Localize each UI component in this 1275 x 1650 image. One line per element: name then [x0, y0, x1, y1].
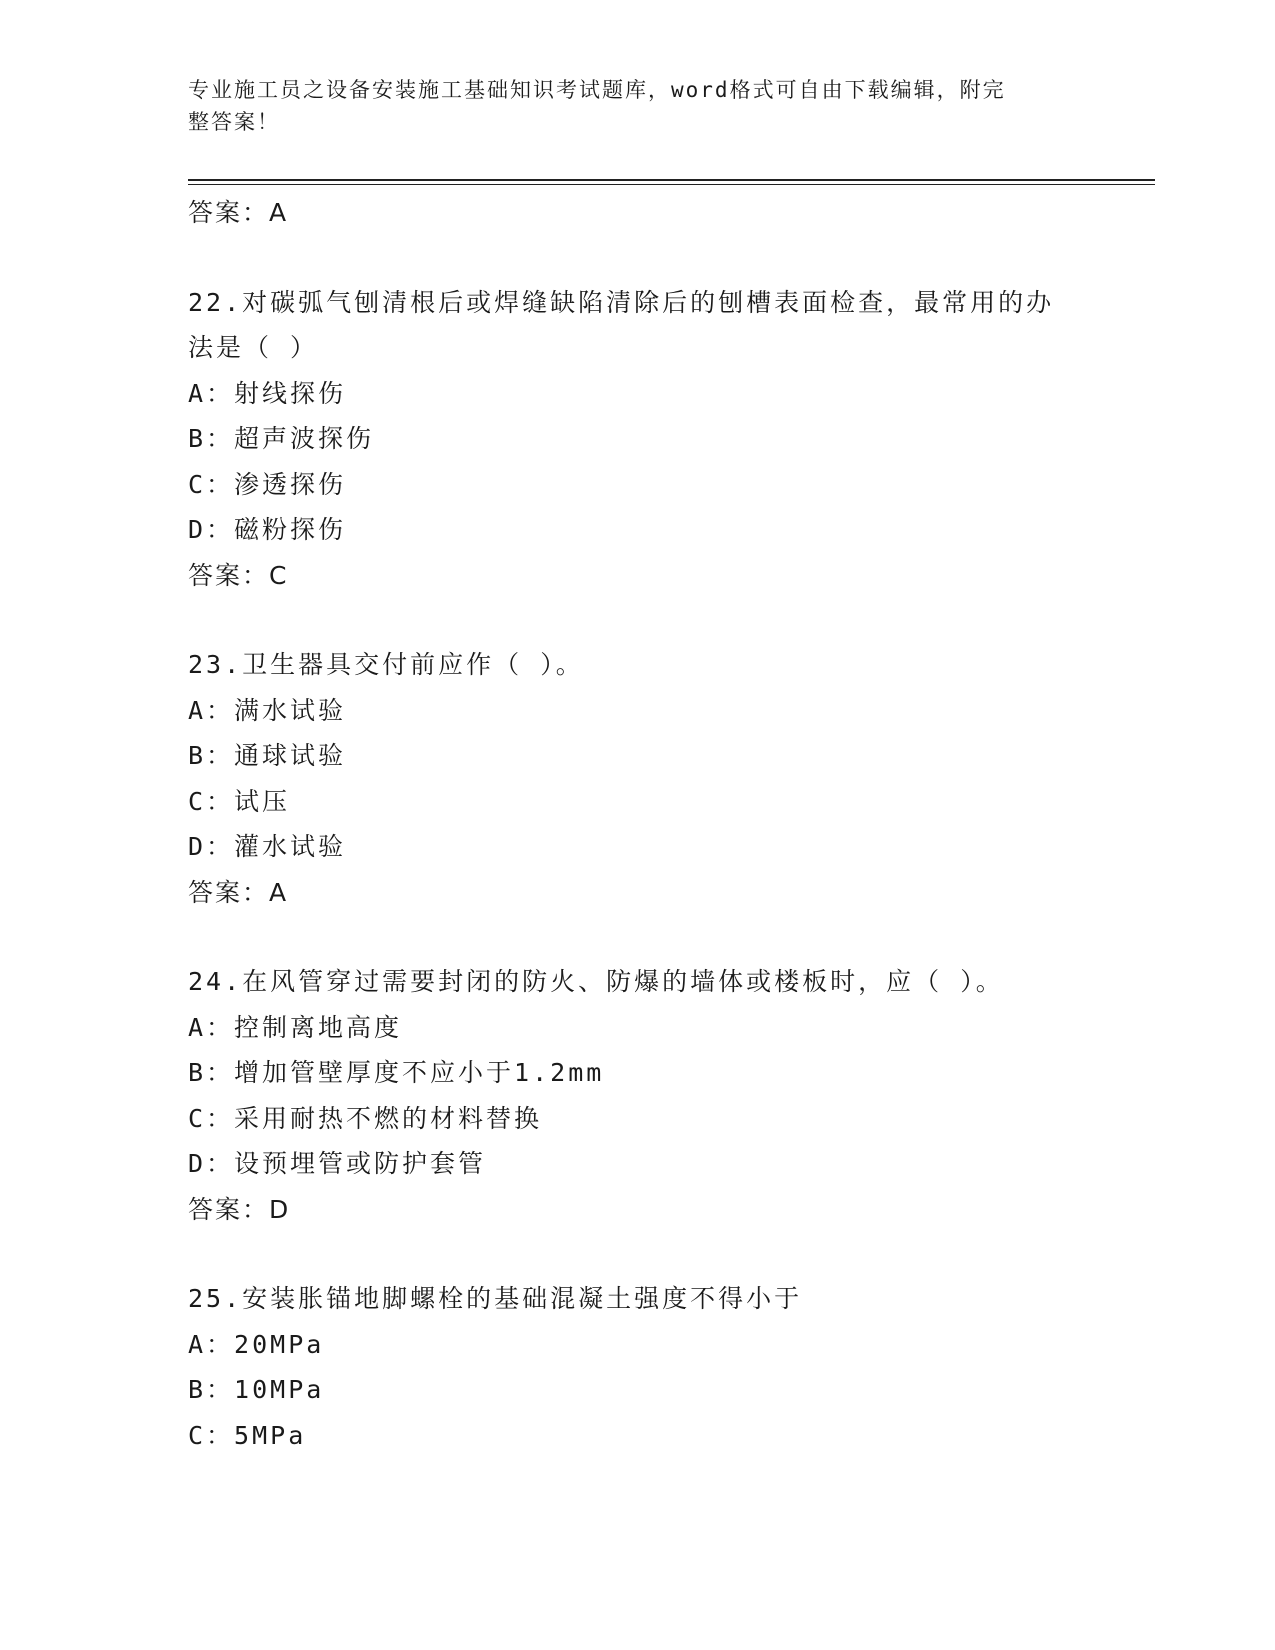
answer-q21: 答案：A: [188, 198, 289, 227]
answer: 答案：A: [188, 877, 289, 907]
question-stem: 23.卫生器具交付前应作（ ）。: [188, 650, 584, 679]
option-d: D：磁粉探伤: [188, 515, 347, 544]
header-divider-thick: [188, 179, 1155, 181]
question-stem: 22.对碳弧气刨清根后或焊缝缺陷清除后的刨槽表面检查，最常用的办: [188, 287, 1055, 317]
spacer: [188, 598, 1108, 642]
header-line-2: 整答案！: [188, 110, 280, 134]
option-a: A：20MPa: [188, 1329, 325, 1359]
answer: 答案：C: [188, 560, 289, 590]
question-list: [188, 190, 1108, 1458]
option-c: C：试压: [188, 786, 291, 816]
question-24: [188, 959, 1108, 1232]
option-c: C：渗透探伤: [188, 469, 347, 499]
question-25: [188, 1276, 1108, 1458]
option-a: A：射线探伤: [188, 378, 347, 408]
spacer: [188, 915, 1108, 959]
answer: 答案：D: [188, 1194, 291, 1224]
option-a: A：控制离地高度: [188, 1012, 403, 1042]
document-header: [188, 74, 1068, 138]
option-c: C：5MPa: [188, 1420, 307, 1450]
question-23: [188, 642, 1108, 915]
spacer: [188, 236, 1108, 280]
option-c: C：采用耐热不燃的材料替换: [188, 1103, 543, 1133]
option-d: D：灌水试验: [188, 832, 347, 861]
option-b: B：通球试验: [188, 741, 347, 770]
header-line-1: 专业施工员之设备安装施工基础知识考试题库，word格式可自由下载编辑，附完: [188, 78, 1006, 102]
question-stem: 25.安装胀锚地脚螺栓的基础混凝土强度不得小于: [188, 1284, 803, 1313]
question-stem-continued: 法是（ ）: [188, 333, 319, 362]
question-stem: 24.在风管穿过需要封闭的防火、防爆的墙体或楼板时，应（ ）。: [188, 967, 1004, 996]
option-b: B：增加管壁厚度不应小于1.2mm: [188, 1058, 605, 1087]
option-b: B：超声波探伤: [188, 424, 375, 453]
option-a: A：满水试验: [188, 695, 347, 725]
spacer: [188, 1232, 1108, 1276]
question-22: [188, 280, 1108, 599]
option-d: D：设预埋管或防护套管: [188, 1149, 487, 1178]
header-divider-thin: [188, 184, 1155, 185]
option-b: B：10MPa: [188, 1375, 325, 1404]
